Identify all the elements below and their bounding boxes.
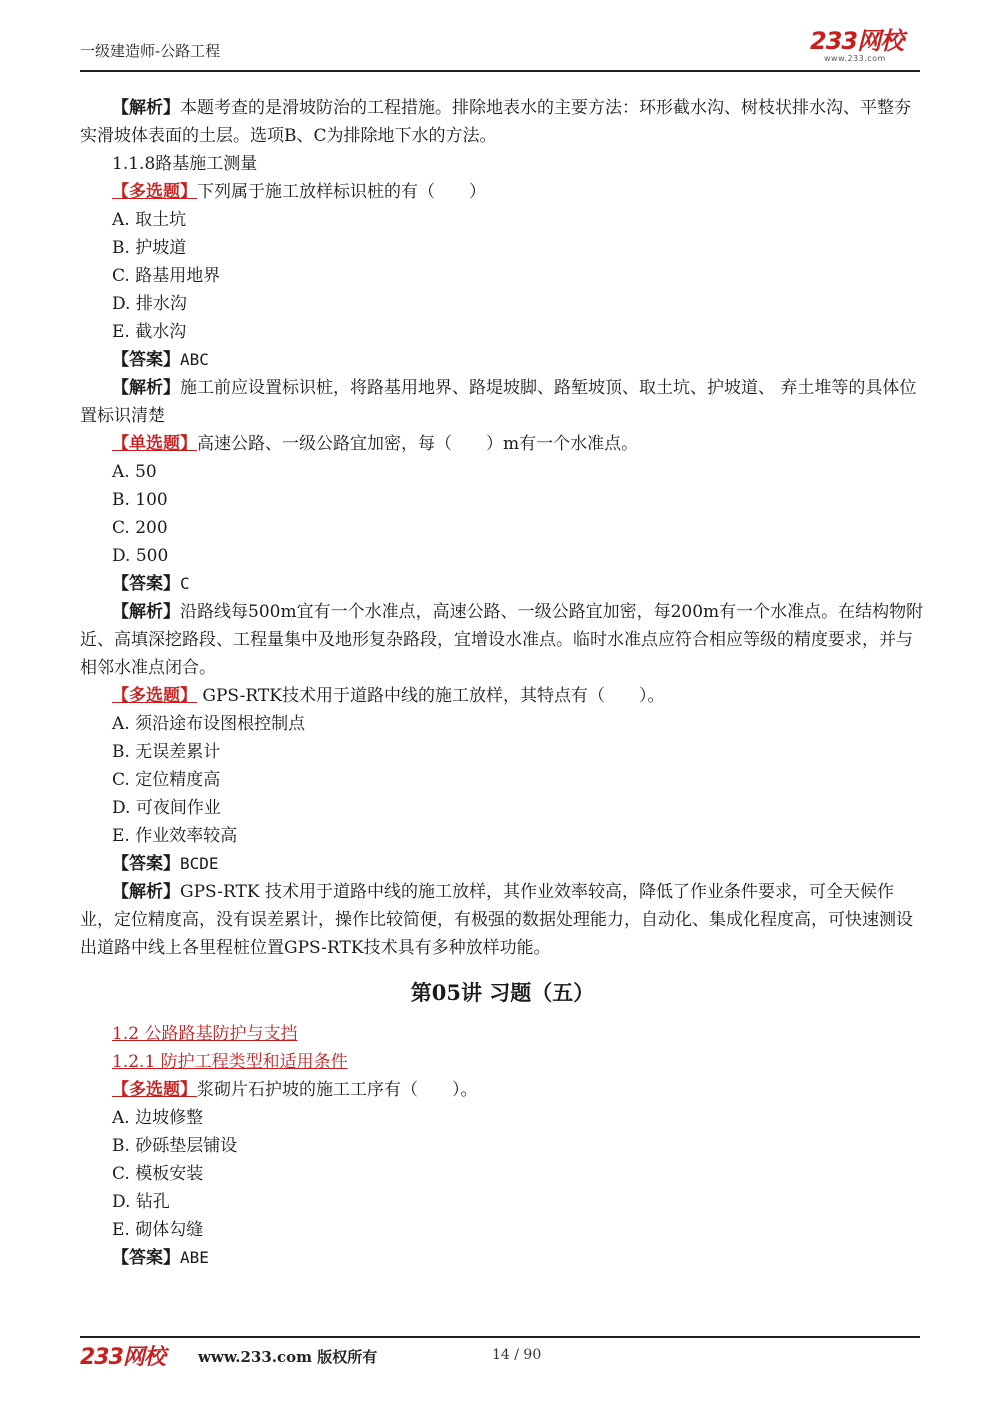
option-b: B. 无误差累计: [112, 742, 221, 762]
question-stem: [80, 430, 925, 458]
option-c: C. 200: [112, 518, 168, 538]
question-text: 浆砌片石护坡的施工工序有（ ）。: [197, 1080, 478, 1100]
analysis-text: GPS-RTK 技术用于道路中线的施工放样，其作业效率较高，降低了作业条件要求，可全天候作业，定位精度高，没有误差累计，操作比较简便，有极强的数据处理能力，自动化、集成化程度高，可快速测设出道路中线上各里程桩位置GPS-RTK技术具有多种放样功能。: [80, 882, 913, 958]
option-a: A. 须沿途布设图根控制点: [112, 714, 306, 734]
answer-line: [80, 570, 925, 598]
question-text: 下列属于施工放样标识桩的有（ ）: [197, 182, 486, 202]
answer-value: C: [180, 574, 190, 593]
option-d: D. 500: [112, 546, 169, 566]
answer-tag: 【答案】: [112, 350, 180, 370]
option-b: B. 砂砾垫层铺设: [112, 1136, 238, 1156]
option-d: D. 可夜间作业: [112, 798, 221, 818]
analysis-text: 沿路线每500m宜有一个水准点，高速公路、一级公路宜加密，每200m有一个水准点。在结构物附近、高填深挖路段、工程量集中及地形复杂路段，宜增设水准点。临时水准点应符合相应等级的精度要求，并与相邻水准点闭合。: [80, 602, 924, 678]
answer-value: ABE: [180, 1248, 209, 1267]
question-text: GPS-RTK技术用于道路中线的施工放样，其特点有（ ）。: [197, 686, 665, 706]
option-d: D. 钻孔: [112, 1192, 170, 1212]
logo-brand-text: 233网校: [810, 27, 904, 55]
lecture-title: 第05讲 习题（五）: [410, 980, 595, 1005]
page-number: 14 / 90: [492, 1347, 542, 1363]
option-b: B. 护坡道: [112, 238, 187, 258]
question-stem: [80, 682, 925, 710]
section-link-1-2-1[interactable]: 1.2.1 防护工程类型和适用条件: [112, 1052, 348, 1072]
analysis-paragraph: [80, 94, 925, 150]
question-stem: [80, 178, 925, 206]
answer-tag: 【答案】: [112, 854, 180, 874]
option-e: E. 作业效率较高: [112, 826, 238, 846]
logo-site-text: www.233.com: [824, 54, 886, 63]
answer-line: [80, 1244, 925, 1272]
analysis-text: 施工前应设置标识桩，将路基用地界、路堤坡脚、路堑坡顶、取土坑、护坡道、 弃土堆等的具体位置标识清楚: [80, 378, 917, 426]
option-a: A. 边坡修整: [112, 1108, 204, 1128]
analysis-tag: 【解析】: [112, 98, 180, 118]
document-header-title: 一级建造师-公路工程: [80, 42, 221, 60]
question-type-tag: 【多选题】: [112, 1080, 197, 1100]
option-e: E. 砌体勾缝: [112, 1220, 204, 1240]
option-c: C. 定位精度高: [112, 770, 221, 790]
section-link-1-2[interactable]: 1.2 公路路基防护与支挡: [112, 1024, 298, 1044]
answer-tag: 【答案】: [112, 1248, 180, 1268]
footer-divider: [80, 1336, 920, 1338]
section-heading: 1.1.8路基施工测量: [112, 154, 258, 174]
analysis-paragraph: [80, 878, 925, 962]
answer-line: [80, 346, 925, 374]
footer-copyright: www.233.com 版权所有: [198, 1348, 378, 1366]
answer-line: [80, 850, 925, 878]
question-type-tag: 【多选题】: [112, 182, 197, 202]
question-type-tag: 【多选题】: [112, 686, 197, 706]
brand-logo: [810, 28, 920, 63]
analysis-tag: 【解析】: [112, 882, 180, 902]
footer-logo: 233网校: [80, 1345, 165, 1370]
page-footer: [80, 1340, 920, 1370]
analysis-text: 本题考查的是滑坡防治的工程措施。排除地表水的主要方法：环形截水沟、树枝状排水沟、平整夯实滑坡体表面的土层。选项B、C为排除地下水的方法。: [80, 98, 911, 146]
analysis-paragraph: [80, 374, 925, 430]
analysis-tag: 【解析】: [112, 378, 180, 398]
document-body: [80, 94, 925, 1272]
analysis-paragraph: [80, 598, 925, 682]
question-type-tag: 【单选题】: [112, 434, 197, 454]
answer-value: ABC: [180, 350, 209, 369]
question-stem: [80, 1076, 925, 1104]
option-c: C. 路基用地界: [112, 266, 221, 286]
analysis-tag: 【解析】: [112, 602, 180, 622]
answer-tag: 【答案】: [112, 574, 180, 594]
option-d: D. 排水沟: [112, 294, 187, 314]
option-a: A. 50: [112, 462, 157, 482]
option-c: C. 模板安装: [112, 1164, 204, 1184]
option-a: A. 取土坑: [112, 210, 187, 230]
option-b: B. 100: [112, 490, 168, 510]
header-divider: [80, 70, 920, 72]
option-e: E. 截水沟: [112, 322, 187, 342]
answer-value: BCDE: [180, 854, 219, 873]
question-text: 高速公路、一级公路宜加密，每（ ）m有一个水准点。: [197, 434, 639, 454]
